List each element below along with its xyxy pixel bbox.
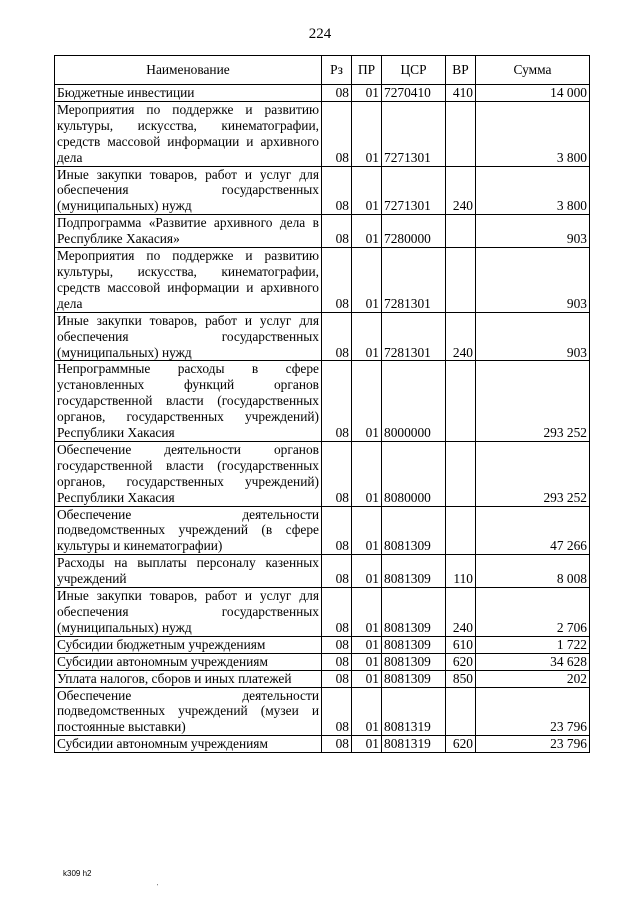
table-row [55, 506, 590, 555]
cell-name: Иные закупки товаров, работ и услуг для обеспечения государственных (муниципальных) нужд [55, 588, 322, 637]
cell-csr: 8081309 [382, 588, 446, 637]
cell-vr: 240 [446, 588, 476, 637]
cell-pr: 01 [352, 687, 382, 736]
cell-name: Субсидии бюджетным учреждениям [55, 636, 322, 653]
cell-pr: 01 [352, 248, 382, 313]
cell-csr: 8081309 [382, 670, 446, 687]
cell-sum: 34 628 [476, 653, 590, 670]
cell-rz: 08 [322, 555, 352, 588]
cell-sum: 14 000 [476, 85, 590, 102]
cell-pr: 01 [352, 653, 382, 670]
cell-vr: 110 [446, 555, 476, 588]
table-row [55, 248, 590, 313]
cell-vr [446, 248, 476, 313]
cell-csr: 7270410 [382, 85, 446, 102]
cell-sum: 47 266 [476, 506, 590, 555]
cell-rz: 08 [322, 670, 352, 687]
cell-rz: 08 [322, 736, 352, 753]
budget-table [54, 55, 590, 753]
cell-pr: 01 [352, 166, 382, 215]
table-row [55, 215, 590, 248]
cell-csr: 8081309 [382, 636, 446, 653]
header-pr: ПР [352, 56, 382, 85]
footer-mark: ' [157, 884, 159, 890]
cell-name: Уплата налогов, сборов и иных платежей [55, 670, 322, 687]
cell-rz: 08 [322, 101, 352, 166]
table-body [55, 85, 590, 753]
cell-vr: 240 [446, 312, 476, 361]
cell-csr: 8081309 [382, 555, 446, 588]
cell-pr: 01 [352, 555, 382, 588]
cell-vr [446, 215, 476, 248]
cell-vr: 410 [446, 85, 476, 102]
cell-vr [446, 361, 476, 442]
cell-rz: 08 [322, 361, 352, 442]
cell-sum: 293 252 [476, 441, 590, 506]
cell-name: Обеспечение деятельности подведомственных учреждений (музеи и постоянные выставки) [55, 687, 322, 736]
cell-name: Подпрограмма «Развитие архивного дела в Республике Хакасия» [55, 215, 322, 248]
cell-csr: 7271301 [382, 101, 446, 166]
table-row [55, 101, 590, 166]
cell-sum: 2 706 [476, 588, 590, 637]
cell-pr: 01 [352, 441, 382, 506]
cell-pr: 01 [352, 670, 382, 687]
table-row [55, 555, 590, 588]
footer-code: k309 h2 [63, 869, 92, 878]
cell-name: Бюджетные инвестиции [55, 85, 322, 102]
table-row [55, 588, 590, 637]
cell-name: Субсидии автономным учреждениям [55, 653, 322, 670]
cell-rz: 08 [322, 441, 352, 506]
cell-rz: 08 [322, 653, 352, 670]
cell-name: Непрограммные расходы в сфере установленных функций органов государственной власти (государственных органов, государственных учреждений) Республики Хакасия [55, 361, 322, 442]
cell-sum: 903 [476, 215, 590, 248]
cell-pr: 01 [352, 506, 382, 555]
cell-vr: 240 [446, 166, 476, 215]
cell-csr: 8081319 [382, 687, 446, 736]
cell-name: Обеспечение деятельности подведомственных учреждений (в сфере культуры и кинематографии) [55, 506, 322, 555]
cell-vr [446, 101, 476, 166]
cell-vr: 620 [446, 653, 476, 670]
cell-sum: 3 800 [476, 101, 590, 166]
cell-csr: 8080000 [382, 441, 446, 506]
cell-sum: 1 722 [476, 636, 590, 653]
cell-csr: 8081309 [382, 506, 446, 555]
cell-vr [446, 687, 476, 736]
cell-name: Расходы на выплаты персоналу казенных учреждений [55, 555, 322, 588]
cell-vr [446, 441, 476, 506]
table-row [55, 653, 590, 670]
cell-vr: 620 [446, 736, 476, 753]
cell-pr: 01 [352, 85, 382, 102]
cell-vr: 850 [446, 670, 476, 687]
cell-csr: 8081309 [382, 653, 446, 670]
cell-sum: 903 [476, 312, 590, 361]
cell-csr: 7281301 [382, 248, 446, 313]
page-number: 224 [308, 26, 332, 42]
cell-name: Мероприятия по поддержке и развитию культуры, искусства, кинематографии, средств массовой информации и архивного дела [55, 101, 322, 166]
cell-sum: 293 252 [476, 361, 590, 442]
cell-vr: 610 [446, 636, 476, 653]
header-name: Наименование [55, 56, 322, 85]
cell-rz: 08 [322, 687, 352, 736]
cell-pr: 01 [352, 215, 382, 248]
table-header [55, 56, 590, 85]
table-row [55, 361, 590, 442]
cell-sum: 903 [476, 248, 590, 313]
cell-name: Обеспечение деятельности органов государственной власти (государственных органов, государственных учреждений) Республики Хакасия [55, 441, 322, 506]
cell-pr: 01 [352, 101, 382, 166]
cell-pr: 01 [352, 312, 382, 361]
cell-csr: 8081319 [382, 736, 446, 753]
table-row [55, 166, 590, 215]
header-vr: ВР [446, 56, 476, 85]
cell-rz: 08 [322, 506, 352, 555]
table-row [55, 636, 590, 653]
cell-rz: 08 [322, 636, 352, 653]
header-rz: Рз [322, 56, 352, 85]
cell-name: Иные закупки товаров, работ и услуг для обеспечения государственных (муниципальных) нужд [55, 166, 322, 215]
cell-sum: 3 800 [476, 166, 590, 215]
cell-sum: 8 008 [476, 555, 590, 588]
cell-pr: 01 [352, 736, 382, 753]
cell-csr: 7280000 [382, 215, 446, 248]
table-row [55, 670, 590, 687]
table-row [55, 312, 590, 361]
cell-sum: 202 [476, 670, 590, 687]
header-row [55, 56, 590, 85]
cell-pr: 01 [352, 636, 382, 653]
cell-csr: 8000000 [382, 361, 446, 442]
cell-name: Мероприятия по поддержке и развитию культуры, искусства, кинематографии, средств массовой информации и архивного дела [55, 248, 322, 313]
cell-name: Субсидии автономным учреждениям [55, 736, 322, 753]
cell-rz: 08 [322, 85, 352, 102]
cell-rz: 08 [322, 248, 352, 313]
header-sum: Сумма [476, 56, 590, 85]
cell-pr: 01 [352, 588, 382, 637]
table-row [55, 687, 590, 736]
cell-csr: 7281301 [382, 312, 446, 361]
cell-sum: 23 796 [476, 687, 590, 736]
cell-pr: 01 [352, 361, 382, 442]
cell-vr [446, 506, 476, 555]
header-csr: ЦСР [382, 56, 446, 85]
cell-csr: 7271301 [382, 166, 446, 215]
cell-rz: 08 [322, 166, 352, 215]
cell-rz: 08 [322, 588, 352, 637]
cell-sum: 23 796 [476, 736, 590, 753]
table-row [55, 441, 590, 506]
cell-rz: 08 [322, 215, 352, 248]
cell-name: Иные закупки товаров, работ и услуг для обеспечения государственных (муниципальных) нужд [55, 312, 322, 361]
cell-rz: 08 [322, 312, 352, 361]
table-row [55, 736, 590, 753]
table-row [55, 85, 590, 102]
